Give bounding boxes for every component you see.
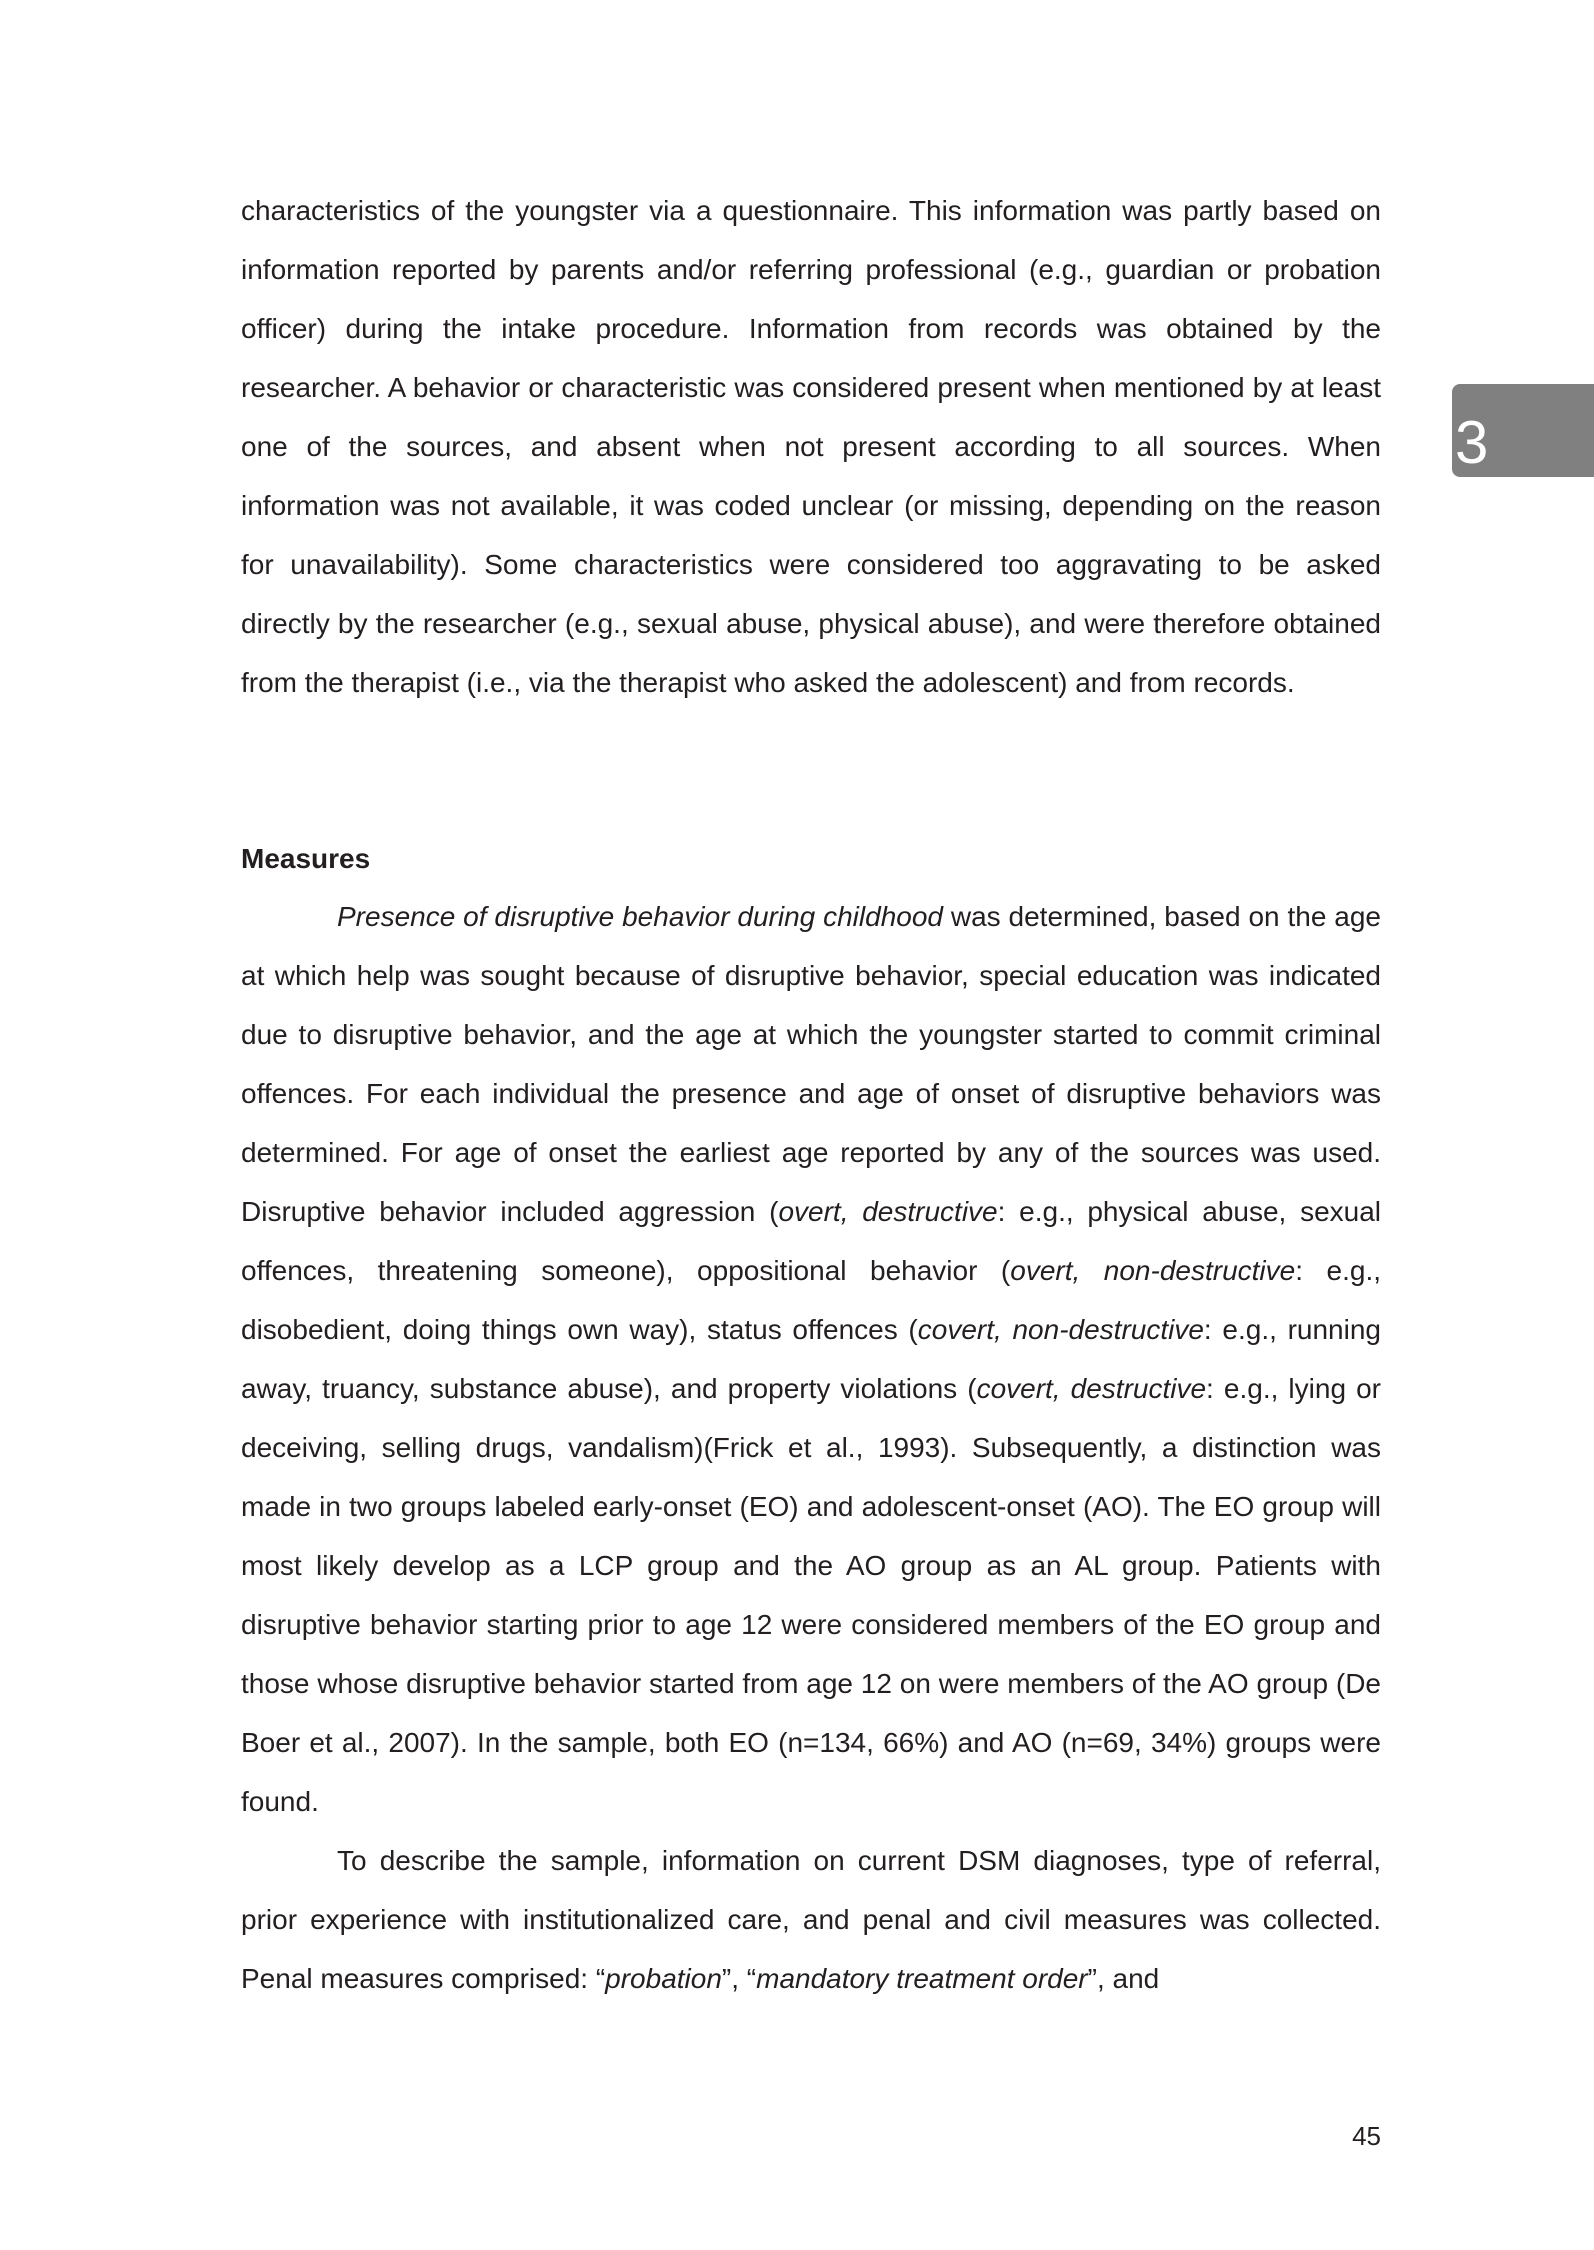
text-run: : e.g., disobedient, doing things own way), status offences ( — [241, 1255, 1382, 1345]
italic-term: mandatory treatment order — [756, 1963, 1088, 1994]
text-run: : e.g., physical abuse, sexual offences, threatening someone), oppositional behavior ( — [241, 1196, 1382, 1286]
italic-term: Presence of disruptive behavior during childhood — [337, 901, 943, 932]
paragraph-sample-description — [241, 1831, 1381, 2008]
italic-term: overt, destructive — [778, 1196, 998, 1227]
text-run: : e.g., running away, truancy, substance abuse), and property violations ( — [241, 1314, 1381, 1404]
italic-term: probation — [605, 1963, 722, 1994]
body-text-top — [241, 181, 1381, 712]
text-run: : e.g., lying or deceiving, selling drugs, vandalism)(Frick et al., 1993). Subsequently, a distinction was made in two groups labeled early-onset (EO) and adolescent-onset (AO). The EO group will most likely develop as a LCP group and the AO group as an AL group. Patients with disruptive behavior starting prior to age 12 were considered members of the EO group and those whose disruptive behavior started from age 12 on were members of the AO group (De Boer et al., 2007). In the sample, both EO (n=134, 66%) and AO (n=69, 34%) groups were found. — [241, 1373, 1381, 1817]
text-run: ”, “ — [721, 1963, 757, 1994]
paragraph-disruptive-behavior — [241, 887, 1381, 1831]
italic-term: covert, non-destructive — [917, 1314, 1204, 1345]
text-run: To describe the sample, information on current DSM diagnoses, type of referral, prior experience with institutionalized care, and penal and civil measures was collected. Penal measures comprised: “ — [241, 1845, 1381, 1994]
italic-term: covert, destructive — [976, 1373, 1207, 1404]
page-number: 45 — [1352, 2121, 1381, 2151]
text-run: was determined, based on the age at which help was sought because of disruptive behavior, special education was indicated due to disruptive behavior, and the age at which the youngster started to commit criminal offences. For each individual the presence and age of onset of disruptive behaviors was determined. For age of onset the earliest age reported by any of the sources was used. Disruptive behavior included aggression ( — [241, 901, 1381, 1227]
paragraph-intake-sources: characteristics of the youngster via a questionnaire. This information was partly based on information reported by parents and/or referring professional (e.g., guardian or probation officer) during the intake procedure. Information from records was obtained by the researcher. A behavior or characteristic was considered present when mentioned by at least one of the sources, and absent when not present according to all sources. When information was not available, it was coded unclear (or missing, depending on the reason for unavailability). Some characteristics were considered too aggravating to be asked directly by the researcher (e.g., sexual abuse, physical abuse), and were therefore obtained from the therapist (i.e., via the therapist who asked the adolescent) and from records. — [241, 195, 1381, 698]
text-run: ”, and — [1087, 1963, 1160, 1994]
body-text-measures — [241, 887, 1381, 2008]
italic-term: overt, non-destructive — [1010, 1255, 1296, 1286]
chapter-number: 3 — [1455, 409, 1489, 476]
section-heading-measures: Measures — [241, 843, 371, 874]
